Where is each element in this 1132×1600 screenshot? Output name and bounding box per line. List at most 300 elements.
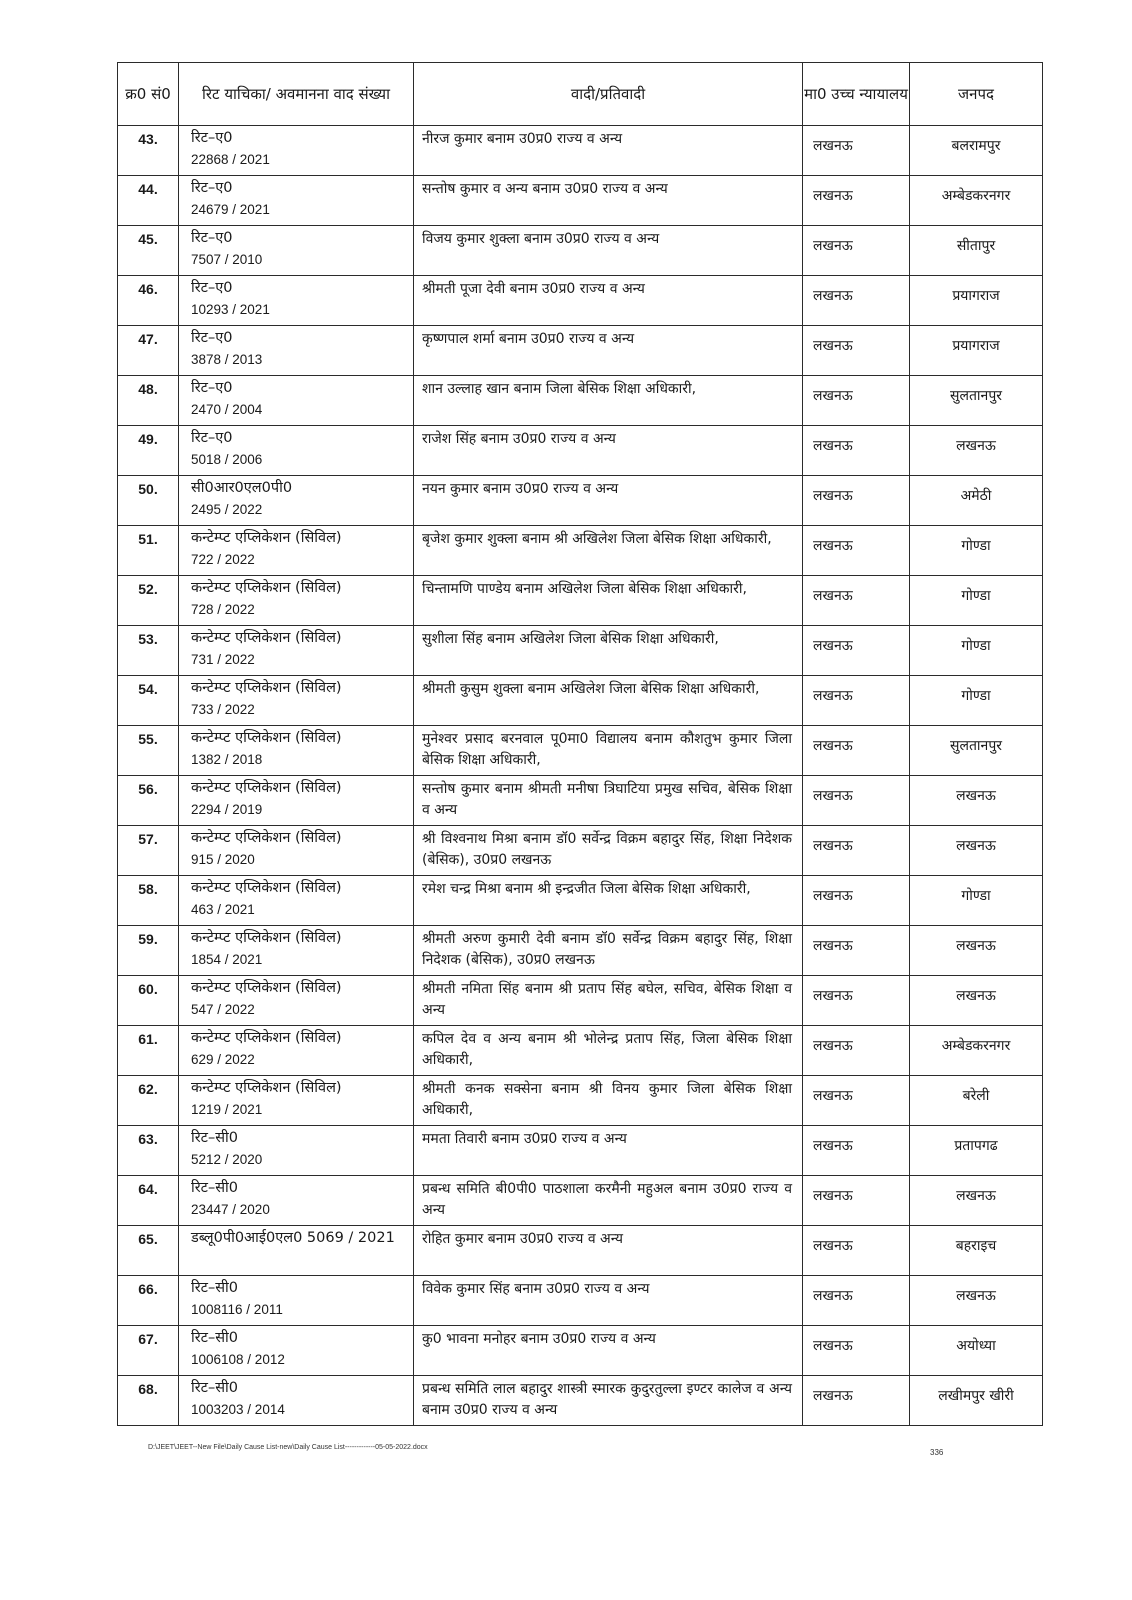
case-cell bbox=[179, 1126, 414, 1176]
district-name: प्रयागराज bbox=[952, 288, 1000, 304]
court-cell bbox=[803, 926, 910, 976]
district-name: लखनऊ bbox=[956, 438, 996, 454]
parties-cell bbox=[414, 1376, 803, 1426]
parties-cell bbox=[414, 176, 803, 226]
parties-cell bbox=[414, 676, 803, 726]
case-number: 2294 / 2019 bbox=[191, 802, 263, 817]
parties-text: प्रबन्ध समिति बी0पी0 पाठशाला करमैनी महुअल बनाम उ0प्र0 राज्य व अन्य bbox=[422, 1181, 792, 1218]
parties-text: कु0 भावना मनोहर बनाम उ0प्र0 राज्य व अन्य bbox=[422, 1331, 656, 1347]
district-cell bbox=[910, 926, 1043, 976]
district-cell bbox=[910, 526, 1043, 576]
parties-text: श्रीमती पूजा देवी बनाम उ0प्र0 राज्य व अन्य bbox=[422, 281, 645, 297]
case-cell bbox=[179, 126, 414, 176]
case-number: 3878 / 2013 bbox=[191, 352, 263, 367]
serial-cell bbox=[118, 226, 179, 276]
serial-cell bbox=[118, 976, 179, 1026]
district-name: सुलतानपुर bbox=[949, 738, 1002, 754]
table-body bbox=[118, 126, 1043, 1426]
court-cell bbox=[803, 426, 910, 476]
table-header-row bbox=[118, 63, 1043, 126]
case-type: रिट–ए0 bbox=[191, 380, 233, 396]
case-cell bbox=[179, 876, 414, 926]
case-type: रिट–सी0 bbox=[191, 1280, 239, 1296]
court-cell bbox=[803, 776, 910, 826]
case-number: 915 / 2020 bbox=[191, 852, 255, 867]
serial-cell bbox=[118, 1326, 179, 1376]
district-name: लखनऊ bbox=[956, 988, 996, 1004]
district-cell bbox=[910, 1026, 1043, 1076]
court-cell bbox=[803, 1176, 910, 1226]
court-name: लखनऊ bbox=[813, 888, 853, 904]
serial-no: 59. bbox=[138, 931, 158, 947]
case-number: 5018 / 2006 bbox=[191, 452, 263, 467]
table-row bbox=[118, 526, 1043, 576]
case-number: 463 / 2021 bbox=[191, 902, 255, 917]
parties-text: नयन कुमार बनाम उ0प्र0 राज्य व अन्य bbox=[422, 481, 619, 497]
district-name: प्रतापगढ bbox=[954, 1138, 998, 1154]
case-number: 10293 / 2021 bbox=[191, 302, 270, 317]
serial-cell bbox=[118, 326, 179, 376]
table-row bbox=[118, 226, 1043, 276]
court-cell bbox=[803, 726, 910, 776]
serial-cell bbox=[118, 926, 179, 976]
district-cell bbox=[910, 376, 1043, 426]
case-type: कन्टेम्प्ट एप्लिकेशन (सिविल) bbox=[191, 1080, 342, 1096]
court-name: लखनऊ bbox=[813, 838, 853, 854]
serial-no: 62. bbox=[138, 1081, 158, 1097]
parties-text: रमेश चन्द्र मिश्रा बनाम श्री इन्द्रजीत जिला बेसिक शिक्षा अधिकारी, bbox=[422, 881, 751, 897]
case-number: 5212 / 2020 bbox=[191, 1152, 263, 1167]
district-cell bbox=[910, 1126, 1043, 1176]
case-cell bbox=[179, 426, 414, 476]
case-cell bbox=[179, 926, 414, 976]
parties-cell bbox=[414, 876, 803, 926]
court-name: लखनऊ bbox=[813, 1138, 853, 1154]
header-court: मा0 उच्च न्यायालय bbox=[803, 63, 910, 126]
district-cell bbox=[910, 676, 1043, 726]
case-type: कन्टेम्प्ट एप्लिकेशन (सिविल) bbox=[191, 1030, 342, 1046]
court-name: लखनऊ bbox=[813, 738, 853, 754]
court-name: लखनऊ bbox=[813, 688, 853, 704]
case-type: रिट–ए0 bbox=[191, 330, 233, 346]
serial-no: 57. bbox=[138, 831, 158, 847]
table-row bbox=[118, 276, 1043, 326]
court-name: लखनऊ bbox=[813, 1238, 853, 1254]
parties-cell bbox=[414, 1026, 803, 1076]
case-type: रिट–ए0 bbox=[191, 180, 233, 196]
case-cell bbox=[179, 476, 414, 526]
case-cell bbox=[179, 226, 414, 276]
district-name: गोण्डा bbox=[961, 688, 991, 704]
serial-no: 65. bbox=[138, 1231, 158, 1247]
table-row bbox=[118, 726, 1043, 776]
parties-cell bbox=[414, 826, 803, 876]
case-number: 2470 / 2004 bbox=[191, 402, 263, 417]
district-cell bbox=[910, 976, 1043, 1026]
serial-cell bbox=[118, 826, 179, 876]
district-cell bbox=[910, 626, 1043, 676]
header-parties: वादी/प्रतिवादी bbox=[414, 63, 803, 126]
case-cell bbox=[179, 776, 414, 826]
case-type: कन्टेम्प्ट एप्लिकेशन (सिविल) bbox=[191, 830, 342, 846]
parties-text: विजय कुमार शुक्ला बनाम उ0प्र0 राज्य व अन्य bbox=[422, 231, 660, 247]
case-cell bbox=[179, 976, 414, 1026]
parties-text: कपिल देव व अन्य बनाम श्री भोलेन्द्र प्रताप सिंह, जिला बेसिक शिक्षा अधिकारी, bbox=[422, 1031, 792, 1068]
case-cell bbox=[179, 1076, 414, 1126]
table-row bbox=[118, 926, 1043, 976]
case-number: 22868 / 2021 bbox=[191, 152, 270, 167]
parties-text: रोहित कुमार बनाम उ0प्र0 राज्य व अन्य bbox=[422, 1231, 623, 1247]
district-cell bbox=[910, 1226, 1043, 1276]
case-number: 1008116 / 2011 bbox=[191, 1302, 283, 1317]
district-cell bbox=[910, 726, 1043, 776]
parties-text: सुशीला सिंह बनाम अखिलेश जिला बेसिक शिक्षा अधिकारी, bbox=[422, 631, 719, 647]
court-cell bbox=[803, 176, 910, 226]
district-cell bbox=[910, 876, 1043, 926]
case-cell bbox=[179, 376, 414, 426]
case-number: 1219 / 2021 bbox=[191, 1102, 263, 1117]
parties-text: प्रबन्ध समिति लाल बहादुर शास्त्री स्मारक कुदुरतुल्ला इण्टर कालेज व अन्य बनाम उ0प्र0 राज्य व अन्य bbox=[422, 1381, 792, 1418]
court-name: लखनऊ bbox=[813, 488, 853, 504]
table-row bbox=[118, 1126, 1043, 1176]
table-row bbox=[118, 626, 1043, 676]
parties-cell bbox=[414, 926, 803, 976]
district-name: लखनऊ bbox=[956, 788, 996, 804]
case-type: कन्टेम्प्ट एप्लिकेशन (सिविल) bbox=[191, 780, 342, 796]
serial-cell bbox=[118, 526, 179, 576]
court-name: लखनऊ bbox=[813, 988, 853, 1004]
court-name: लखनऊ bbox=[813, 1388, 853, 1404]
case-cell bbox=[179, 1326, 414, 1376]
parties-text: श्रीमती अरुण कुमारी देवी बनाम डॉ0 सर्वेन्द्र विक्रम बहादुर सिंह, शिक्षा निदेशक (बेसिक), उ0प्र0 लखनऊ bbox=[422, 931, 792, 968]
table-row bbox=[118, 776, 1043, 826]
case-cell bbox=[179, 526, 414, 576]
case-type: रिट–सी0 bbox=[191, 1130, 239, 1146]
case-cell bbox=[179, 826, 414, 876]
serial-cell bbox=[118, 1276, 179, 1326]
court-cell bbox=[803, 1276, 910, 1326]
case-number: 1854 / 2021 bbox=[191, 952, 263, 967]
court-cell bbox=[803, 1026, 910, 1076]
serial-no: 58. bbox=[138, 881, 158, 897]
district-cell bbox=[910, 776, 1043, 826]
serial-no: 45. bbox=[138, 231, 158, 247]
table-row bbox=[118, 426, 1043, 476]
serial-cell bbox=[118, 676, 179, 726]
parties-text: श्रीमती कुसुम शुक्ला बनाम अखिलेश जिला बेसिक शिक्षा अधिकारी, bbox=[422, 681, 760, 697]
table-row bbox=[118, 476, 1043, 526]
district-name: प्रयागराज bbox=[952, 338, 1000, 354]
serial-cell bbox=[118, 276, 179, 326]
district-cell bbox=[910, 476, 1043, 526]
case-number: 23447 / 2020 bbox=[191, 1202, 270, 1217]
district-cell bbox=[910, 1276, 1043, 1326]
court-cell bbox=[803, 326, 910, 376]
serial-no: 66. bbox=[138, 1281, 158, 1297]
parties-text: शान उल्लाह खान बनाम जिला बेसिक शिक्षा अधिकारी, bbox=[422, 381, 697, 397]
court-name: लखनऊ bbox=[813, 1088, 853, 1104]
district-cell bbox=[910, 1376, 1043, 1426]
serial-cell bbox=[118, 1026, 179, 1076]
table-row bbox=[118, 976, 1043, 1026]
court-cell bbox=[803, 526, 910, 576]
serial-cell bbox=[118, 176, 179, 226]
district-name: अयोध्या bbox=[956, 1338, 996, 1354]
serial-cell bbox=[118, 876, 179, 926]
serial-cell bbox=[118, 776, 179, 826]
table-row bbox=[118, 176, 1043, 226]
case-type: रिट–सी0 bbox=[191, 1330, 239, 1346]
header-serial-no: क्र0 सं0 bbox=[118, 63, 179, 126]
court-cell bbox=[803, 226, 910, 276]
court-name: लखनऊ bbox=[813, 588, 853, 604]
court-name: लखनऊ bbox=[813, 538, 853, 554]
district-cell bbox=[910, 1076, 1043, 1126]
court-name: लखनऊ bbox=[813, 788, 853, 804]
district-name: लखनऊ bbox=[956, 938, 996, 954]
case-number: 1006108 / 2012 bbox=[191, 1352, 285, 1367]
court-cell bbox=[803, 1226, 910, 1276]
parties-cell bbox=[414, 1226, 803, 1276]
district-name: अम्बेडकरनगर bbox=[941, 1038, 1011, 1054]
court-name: लखनऊ bbox=[813, 1188, 853, 1204]
parties-cell bbox=[414, 1176, 803, 1226]
case-number: 7507 / 2010 bbox=[191, 252, 263, 267]
parties-cell bbox=[414, 226, 803, 276]
serial-no: 53. bbox=[138, 631, 158, 647]
serial-no: 61. bbox=[138, 1031, 158, 1047]
parties-cell bbox=[414, 1276, 803, 1326]
serial-no: 50. bbox=[138, 481, 158, 497]
case-cell bbox=[179, 276, 414, 326]
serial-cell bbox=[118, 426, 179, 476]
serial-cell bbox=[118, 1226, 179, 1276]
parties-text: विवेक कुमार सिंह बनाम उ0प्र0 राज्य व अन्य bbox=[422, 1281, 650, 1297]
header-district: जनपद bbox=[910, 63, 1043, 126]
district-name: सीतापुर bbox=[956, 238, 996, 254]
court-name: लखनऊ bbox=[813, 638, 853, 654]
serial-no: 52. bbox=[138, 581, 158, 597]
parties-text: नीरज कुमार बनाम उ0प्र0 राज्य व अन्य bbox=[422, 131, 623, 147]
cause-list-table bbox=[117, 62, 1043, 1426]
district-cell bbox=[910, 1176, 1043, 1226]
court-cell bbox=[803, 876, 910, 926]
court-cell bbox=[803, 1076, 910, 1126]
serial-no: 51. bbox=[138, 531, 158, 547]
case-number bbox=[179, 1248, 413, 1250]
case-cell bbox=[179, 676, 414, 726]
district-cell bbox=[910, 826, 1043, 876]
case-type: कन्टेम्प्ट एप्लिकेशन (सिविल) bbox=[191, 680, 342, 696]
table-row bbox=[118, 1376, 1043, 1426]
parties-text: श्री विश्वनाथ मिश्रा बनाम डॉ0 सर्वेन्द्र विक्रम बहादुर सिंह, शिक्षा निदेशक (बेसिक), उ0प्र0 लखनऊ bbox=[422, 831, 792, 868]
court-name: लखनऊ bbox=[813, 338, 853, 354]
court-name: लखनऊ bbox=[813, 188, 853, 204]
district-cell bbox=[910, 126, 1043, 176]
serial-no: 60. bbox=[138, 981, 158, 997]
court-name: लखनऊ bbox=[813, 1038, 853, 1054]
table-row bbox=[118, 326, 1043, 376]
court-cell bbox=[803, 476, 910, 526]
case-type: कन्टेम्प्ट एप्लिकेशन (सिविल) bbox=[191, 980, 342, 996]
case-cell bbox=[179, 1376, 414, 1426]
parties-cell bbox=[414, 476, 803, 526]
table-row bbox=[118, 1076, 1043, 1126]
parties-text: श्रीमती कनक सक्सेना बनाम श्री विनय कुमार जिला बेसिक शिक्षा अधिकारी, bbox=[422, 1081, 792, 1118]
case-type: रिट–ए0 bbox=[191, 130, 233, 146]
case-number: 2495 / 2022 bbox=[191, 502, 263, 517]
district-cell bbox=[910, 426, 1043, 476]
district-name: बरेली bbox=[962, 1088, 990, 1104]
case-type: रिट–ए0 bbox=[191, 280, 233, 296]
serial-cell bbox=[118, 576, 179, 626]
table-row bbox=[118, 826, 1043, 876]
serial-cell bbox=[118, 376, 179, 426]
case-type: कन्टेम्प्ट एप्लिकेशन (सिविल) bbox=[191, 880, 342, 896]
case-type: डब्लू0पी0आई0एल0 5069 / 2021 bbox=[191, 1230, 395, 1246]
case-cell bbox=[179, 726, 414, 776]
serial-cell bbox=[118, 126, 179, 176]
district-name: अमेठी bbox=[960, 488, 992, 504]
court-cell bbox=[803, 976, 910, 1026]
case-number: 547 / 2022 bbox=[191, 1002, 255, 1017]
district-name: लखनऊ bbox=[956, 1288, 996, 1304]
serial-cell bbox=[118, 726, 179, 776]
case-cell bbox=[179, 1176, 414, 1226]
serial-cell bbox=[118, 1176, 179, 1226]
case-cell bbox=[179, 1026, 414, 1076]
header-case-no: रिट याचिका/ अवमानना वाद संख्या bbox=[179, 63, 414, 126]
court-cell bbox=[803, 576, 910, 626]
case-type: रिट–सी0 bbox=[191, 1180, 239, 1196]
serial-cell bbox=[118, 626, 179, 676]
court-name: लखनऊ bbox=[813, 1288, 853, 1304]
case-type: रिट–ए0 bbox=[191, 230, 233, 246]
court-name: लखनऊ bbox=[813, 138, 853, 154]
serial-no: 68. bbox=[138, 1381, 158, 1397]
serial-no: 44. bbox=[138, 181, 158, 197]
parties-text: कृष्णपाल शर्मा बनाम उ0प्र0 राज्य व अन्य bbox=[422, 331, 635, 347]
parties-text: सन्तोष कुमार व अन्य बनाम उ0प्र0 राज्य व अन्य bbox=[422, 181, 668, 197]
case-number: 731 / 2022 bbox=[191, 652, 255, 667]
footer-file-path: D:\JEET\JEET--New File\Daily Cause List-new\Daily Cause List-------------05-05-2022.docx bbox=[148, 1444, 428, 1451]
case-cell bbox=[179, 626, 414, 676]
district-name: लखनऊ bbox=[956, 1188, 996, 1204]
court-cell bbox=[803, 1376, 910, 1426]
parties-text: श्रीमती नमिता सिंह बनाम श्री प्रताप सिंह बघेल, सचिव, बेसिक शिक्षा व अन्य bbox=[422, 981, 792, 1018]
court-cell bbox=[803, 626, 910, 676]
court-name: लखनऊ bbox=[813, 938, 853, 954]
court-cell bbox=[803, 676, 910, 726]
court-cell bbox=[803, 376, 910, 426]
case-type: सी0आर0एल0पी0 bbox=[191, 480, 293, 496]
court-name: लखनऊ bbox=[813, 288, 853, 304]
case-cell bbox=[179, 1226, 414, 1276]
court-name: लखनऊ bbox=[813, 238, 853, 254]
district-name: गोण्डा bbox=[961, 538, 991, 554]
table-row bbox=[118, 1026, 1043, 1076]
parties-cell bbox=[414, 426, 803, 476]
parties-text: राजेश सिंह बनाम उ0प्र0 राज्य व अन्य bbox=[422, 431, 616, 447]
parties-text: सन्तोष कुमार बनाम श्रीमती मनीषा त्रिघाटिया प्रमुख सचिव, बेसिक शिक्षा व अन्य bbox=[422, 781, 792, 818]
page-number: 336 bbox=[930, 1448, 944, 1457]
district-name: बलरामपुर bbox=[951, 138, 1001, 154]
district-cell bbox=[910, 176, 1043, 226]
case-number: 1003203 / 2014 bbox=[191, 1402, 285, 1417]
district-cell bbox=[910, 1326, 1043, 1376]
court-cell bbox=[803, 276, 910, 326]
district-name: गोण्डा bbox=[961, 588, 991, 604]
parties-cell bbox=[414, 376, 803, 426]
parties-cell bbox=[414, 576, 803, 626]
serial-no: 64. bbox=[138, 1181, 158, 1197]
court-name: लखनऊ bbox=[813, 1338, 853, 1354]
district-name: लखीमपुर खीरी bbox=[938, 1388, 1014, 1404]
serial-no: 56. bbox=[138, 781, 158, 797]
court-cell bbox=[803, 826, 910, 876]
parties-cell bbox=[414, 726, 803, 776]
case-cell bbox=[179, 576, 414, 626]
serial-no: 47. bbox=[138, 331, 158, 347]
case-number: 733 / 2022 bbox=[191, 702, 255, 717]
district-cell bbox=[910, 276, 1043, 326]
case-type: कन्टेम्प्ट एप्लिकेशन (सिविल) bbox=[191, 580, 342, 596]
parties-text: ममता तिवारी बनाम उ0प्र0 राज्य व अन्य bbox=[422, 1131, 627, 1147]
parties-cell bbox=[414, 326, 803, 376]
case-type: कन्टेम्प्ट एप्लिकेशन (सिविल) bbox=[191, 930, 342, 946]
serial-cell bbox=[118, 1076, 179, 1126]
table-row bbox=[118, 1226, 1043, 1276]
case-type: कन्टेम्प्ट एप्लिकेशन (सिविल) bbox=[191, 730, 342, 746]
district-name: गोण्डा bbox=[961, 638, 991, 654]
district-cell bbox=[910, 326, 1043, 376]
table-row bbox=[118, 1326, 1043, 1376]
table-row bbox=[118, 876, 1043, 926]
serial-cell bbox=[118, 1126, 179, 1176]
serial-no: 49. bbox=[138, 431, 158, 447]
serial-cell bbox=[118, 476, 179, 526]
table-row bbox=[118, 376, 1043, 426]
district-cell bbox=[910, 226, 1043, 276]
parties-cell bbox=[414, 126, 803, 176]
table-row bbox=[118, 1276, 1043, 1326]
parties-text: चिन्तामणि पाण्डेय बनाम अखिलेश जिला बेसिक शिक्षा अधिकारी, bbox=[422, 581, 747, 597]
case-type: रिट–ए0 bbox=[191, 430, 233, 446]
table-row bbox=[118, 576, 1043, 626]
district-name: सुलतानपुर bbox=[949, 388, 1002, 404]
serial-no: 46. bbox=[138, 281, 158, 297]
court-name: लखनऊ bbox=[813, 388, 853, 404]
district-name: अम्बेडकरनगर bbox=[941, 188, 1011, 204]
parties-cell bbox=[414, 526, 803, 576]
court-cell bbox=[803, 1126, 910, 1176]
serial-no: 48. bbox=[138, 381, 158, 397]
serial-no: 54. bbox=[138, 681, 158, 697]
district-name: लखनऊ bbox=[956, 838, 996, 854]
serial-no: 55. bbox=[138, 731, 158, 747]
parties-cell bbox=[414, 976, 803, 1026]
parties-text: मुनेश्वर प्रसाद बरनवाल पू0मा0 विद्यालय बनाम कौशतुभ कुमार जिला बेसिक शिक्षा अधिकारी, bbox=[422, 731, 792, 768]
court-name: लखनऊ bbox=[813, 438, 853, 454]
table-row bbox=[118, 126, 1043, 176]
case-type: रिट–सी0 bbox=[191, 1380, 239, 1396]
case-cell bbox=[179, 176, 414, 226]
table-row bbox=[118, 676, 1043, 726]
serial-no: 63. bbox=[138, 1131, 158, 1147]
case-type: कन्टेम्प्ट एप्लिकेशन (सिविल) bbox=[191, 630, 342, 646]
table-row bbox=[118, 1176, 1043, 1226]
parties-cell bbox=[414, 1076, 803, 1126]
